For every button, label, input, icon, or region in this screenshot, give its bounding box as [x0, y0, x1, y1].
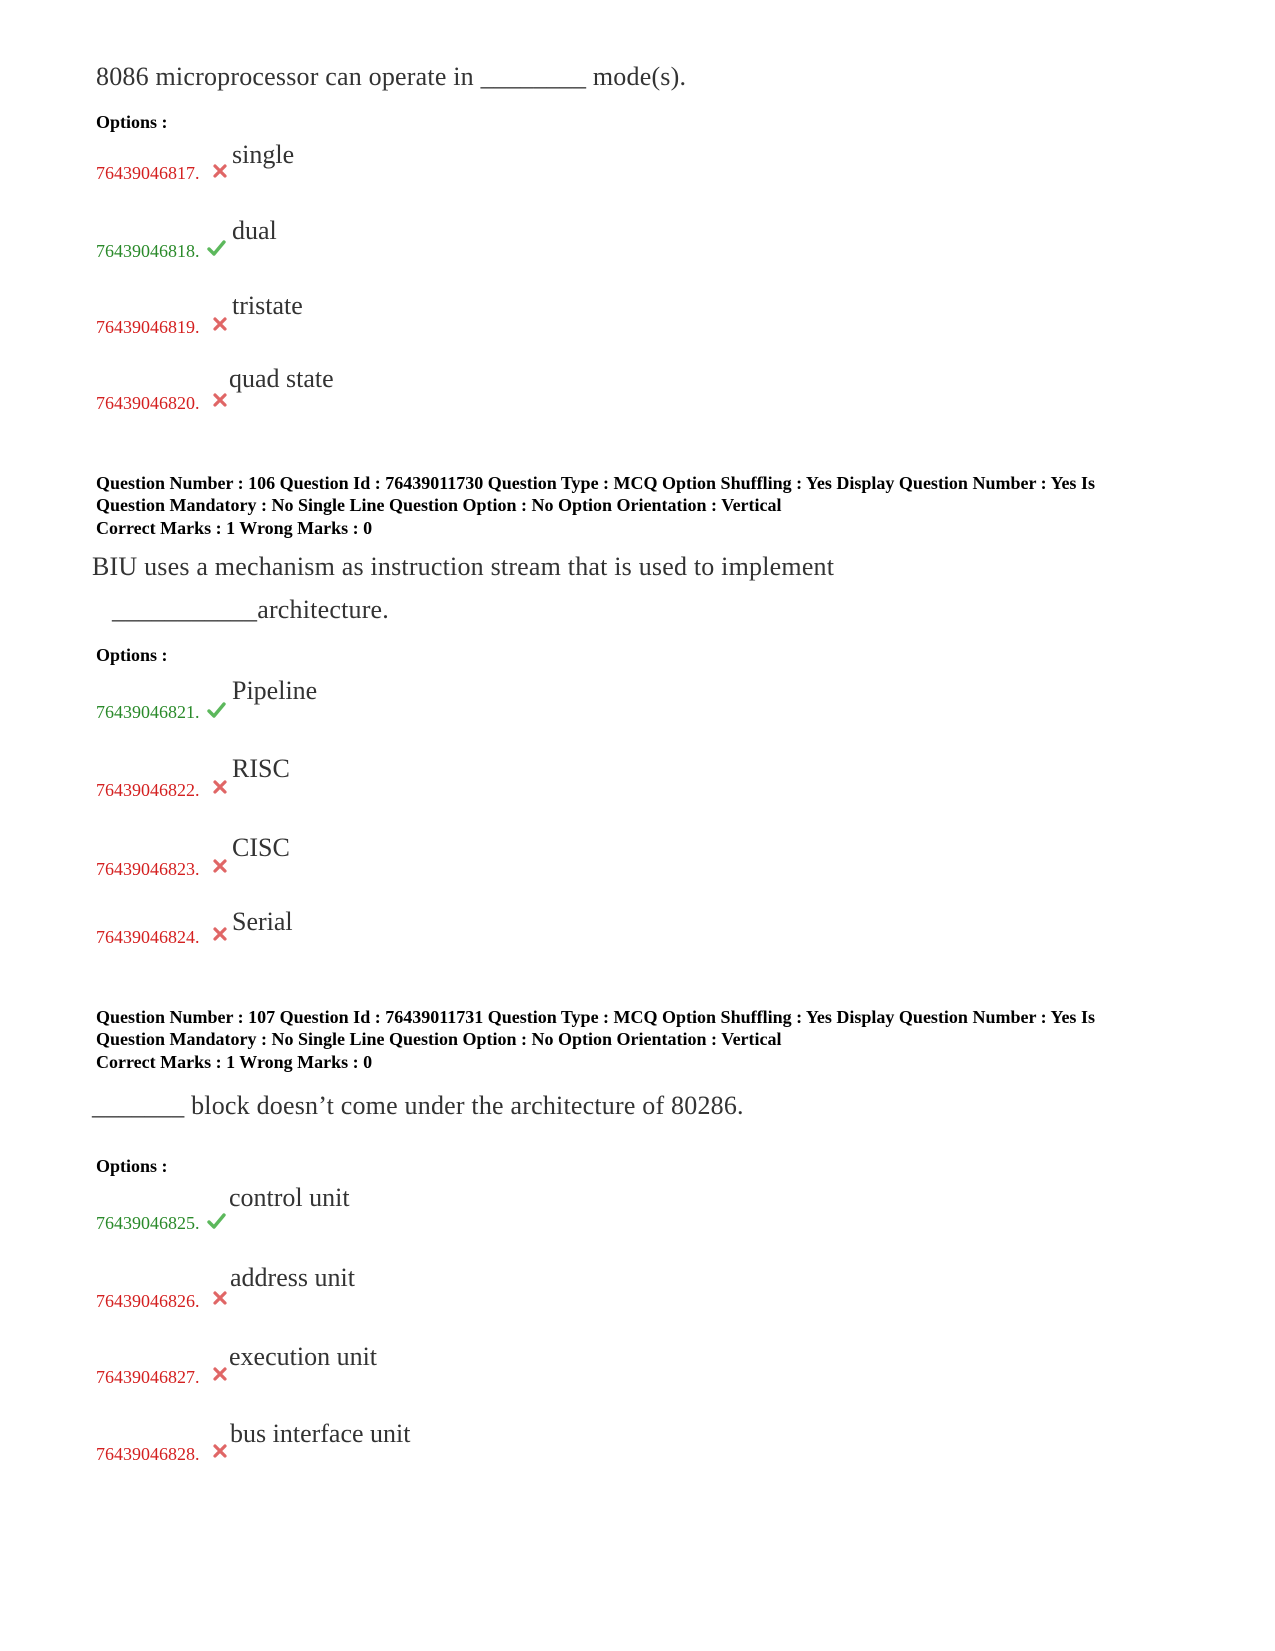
cross-icon [210, 1441, 230, 1461]
cross-icon [210, 924, 230, 944]
options-label: Options : [96, 1156, 168, 1176]
option-text: RISC [232, 754, 290, 783]
marks-info: Correct Marks : 1 Wrong Marks : 0 [96, 1052, 373, 1072]
option-text: address unit [230, 1263, 355, 1292]
question-meta [96, 1006, 1196, 1050]
option-text: quad state [229, 364, 334, 393]
question-meta-line: Question Number : 107 Question Id : 76439011731 Question Type : MCQ Option Shuffling : Yes Display Question Number : Yes Is [96, 1007, 1095, 1027]
cross-icon [210, 777, 230, 797]
cross-icon [210, 314, 230, 334]
question-meta-line: Question Number : 106 Question Id : 76439011730 Question Type : MCQ Option Shuffling : Yes Display Question Number : Yes Is [96, 473, 1095, 493]
options-label: Options : [96, 645, 168, 665]
cross-icon [210, 161, 230, 181]
option-text: dual [232, 216, 277, 245]
option-text: Serial [232, 907, 293, 936]
option-text: tristate [232, 291, 303, 320]
option-id: 76439046827. [96, 1367, 200, 1387]
cross-icon [210, 390, 230, 410]
question-text: _______ block doesn’t come under the architecture of 80286. [92, 1091, 744, 1120]
question-text: ___________architecture. [112, 595, 389, 624]
option-text: CISC [232, 833, 290, 862]
option-id: 76439046828. [96, 1444, 200, 1464]
option-id: 76439046819. [96, 317, 200, 337]
question-meta [96, 472, 1196, 516]
option-text: bus interface unit [230, 1419, 411, 1448]
option-id: 76439046826. [96, 1291, 200, 1311]
option-text: execution unit [229, 1342, 378, 1371]
check-icon [206, 700, 226, 720]
check-icon [206, 1211, 226, 1231]
option-id: 76439046821. [96, 702, 200, 722]
check-icon [206, 238, 226, 258]
option-id: 76439046823. [96, 859, 200, 879]
option-id: 76439046820. [96, 393, 200, 413]
option-id: 76439046824. [96, 927, 200, 947]
question-text: BIU uses a mechanism as instruction stream that is used to implement [92, 552, 835, 581]
option-id: 76439046825. [96, 1213, 200, 1233]
option-text: single [232, 140, 295, 169]
cross-icon [210, 1364, 230, 1384]
question-meta-line: Question Mandatory : No Single Line Question Option : No Option Orientation : Vertical [96, 495, 782, 515]
option-text: Pipeline [232, 676, 318, 705]
option-id: 76439046818. [96, 241, 200, 261]
marks-info: Correct Marks : 1 Wrong Marks : 0 [96, 518, 373, 538]
cross-icon [210, 856, 230, 876]
options-label: Options : [96, 112, 168, 132]
question-text: 8086 microprocessor can operate in ________ mode(s). [96, 62, 687, 91]
option-text: control unit [229, 1183, 350, 1212]
option-id: 76439046817. [96, 163, 200, 183]
option-id: 76439046822. [96, 780, 200, 800]
cross-icon [210, 1288, 230, 1308]
question-meta-line: Question Mandatory : No Single Line Question Option : No Option Orientation : Vertical [96, 1029, 782, 1049]
